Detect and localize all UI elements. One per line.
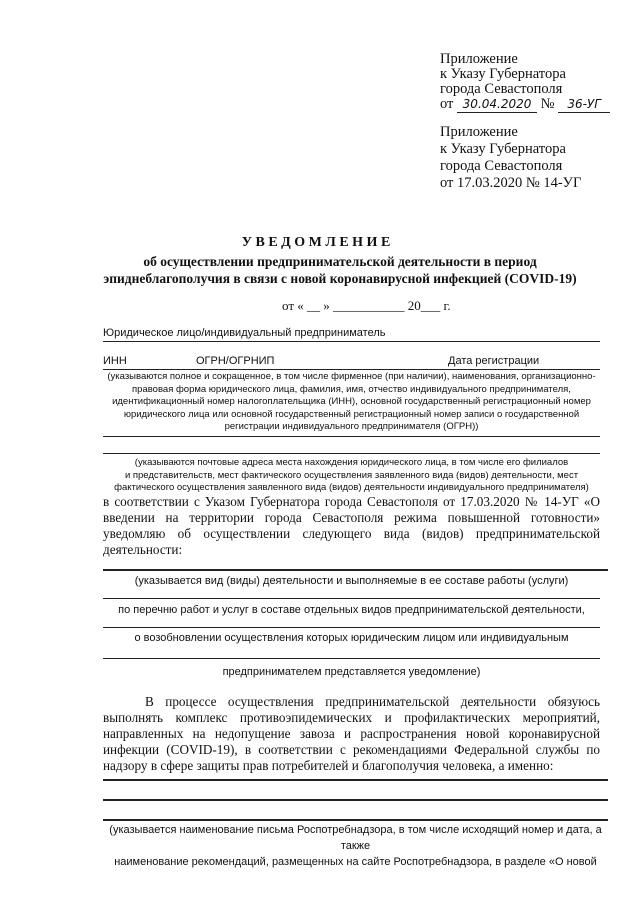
obligation-paragraph: В процессе осуществления предпринимательской деятельности обязуюсь выполнять комплекс противоэпидемических и профилактических мероприятий, направленных на недопущение завоза и распространения новой коронавирусной инфекции (COVID-19), в соответствии с рекомендациями Федеральной службы по надзору в сфере защиты прав потребителей и благополучия человека, а именно: — [103, 694, 600, 773]
entity-hint — [103, 371, 600, 434]
number-prefix: № — [540, 96, 555, 112]
appendix-old-line3: города Севастополя — [440, 158, 563, 174]
activity-hint-1: (указывается вид (виды) деятельности и выполняемые в ее составе работы (услуги) — [134, 575, 569, 587]
ogrn-label: ОГРН/ОГРНИП — [196, 355, 275, 367]
address-hint-line: фактического осуществления заявленного вида (видов) деятельности индивидуального предпринимателя) — [114, 482, 589, 493]
subtitle-line1: об осуществлении предпринимательской деятельности в период — [143, 254, 537, 269]
appendix-new — [440, 52, 610, 113]
activity-line-4 — [103, 658, 600, 659]
activity-line-1 — [103, 569, 608, 571]
subtitle-line2: эпиднеблагополучия в связи с новой коронавирусной инфекцией (COVID-19) — [103, 271, 577, 286]
recommendation-line-3 — [103, 819, 608, 821]
entity-underline — [103, 341, 600, 342]
decree-paragraph: в соответствии с Указом Губернатора города Севастополя от 17.03.2020 № 14-УГ «О введении на территории города Севастополя режима повышенной готовности» уведомляю об осуществлении следующего вида (видов) предпринимательской деятельности: — [103, 494, 600, 557]
date-prefix: от — [440, 96, 454, 112]
entity-hint-line: юридического лица или основной государственный регистрационный номер записи о государственной — [123, 408, 580, 420]
document-subtitle — [90, 253, 590, 287]
entity-label: Юридическое лицо/индивидуальный предприниматель — [103, 327, 386, 339]
appendix-old-line4: от 17.03.2020 № 14-УГ — [440, 175, 582, 191]
address-hint-line: (указываются почтовые адреса места нахождения юридического лица, в том числе его филиалов — [134, 457, 569, 468]
final-hint-line2: наименование рекомендаций, размещенных на сайте Роспотребнадзора, в разделе «О новой — [114, 856, 597, 868]
appendix-old-line2: к Указу Губернатора — [440, 141, 566, 157]
inn-row-underline — [103, 369, 600, 370]
address-hint — [103, 457, 600, 495]
activity-hint-4: предпринимателем представляется уведомление) — [222, 666, 481, 678]
appendix-old-line1: Приложение — [440, 124, 518, 140]
entity-hint-line: (указываются полное и сокращенное, в том числе фирменное (при наличии), наименования, организационно- — [107, 371, 596, 382]
entity-hint-line: регистрации индивидуального предпринимателя (ОГРН)) — [224, 421, 479, 432]
reg-date-label: Дата регистрации — [448, 355, 540, 367]
activity-hint-3: о возобновлении осуществления которых юридическим лицом или индивидуальным — [134, 632, 569, 644]
appendix-new-line1: Приложение — [440, 51, 518, 67]
activity-line-3 — [103, 627, 600, 628]
address-hint-line: и представительств, мест фактического осуществления заявленного вида (видов) деятельности, мест — [124, 469, 579, 481]
appendix-old — [440, 124, 581, 192]
inn-label: ИНН — [103, 355, 127, 367]
recommendation-line-1 — [103, 779, 608, 781]
appendix-new-date-row — [440, 97, 610, 113]
document-heading: У В Е Д О М Л Е Н И Е — [241, 235, 391, 250]
activity-hint-2: по перечню работ и услуг в составе отдельных видов предпринимательской деятельности, — [118, 604, 585, 616]
final-hint-line1: (указывается наименование письма Роспотребнадзора, в том числе исходящий номер и дата, а также — [109, 824, 602, 852]
appendix-new-line3: города Севастополя — [440, 81, 563, 97]
activity-line-2 — [103, 598, 600, 599]
appendix-new-line2: к Указу Губернатора — [440, 66, 566, 82]
handwritten-date: 30.04.2020 — [457, 97, 537, 113]
recommendation-line-2 — [103, 799, 608, 801]
date-line: от « __ » ___________ 20___ г. — [282, 298, 451, 313]
handwritten-number: 36-УГ — [558, 97, 610, 113]
address-line-1 — [103, 436, 600, 437]
final-hint — [103, 822, 608, 870]
address-line-2 — [103, 453, 600, 454]
entity-hint-line: правовая форма юридического лица, фамилия, имя, отчество индивидуального предпринимателя, — [132, 383, 571, 395]
entity-hint-line: идентификационный номер налогоплательщика (ИНН), основной государственный регистрационный номер — [112, 396, 591, 407]
